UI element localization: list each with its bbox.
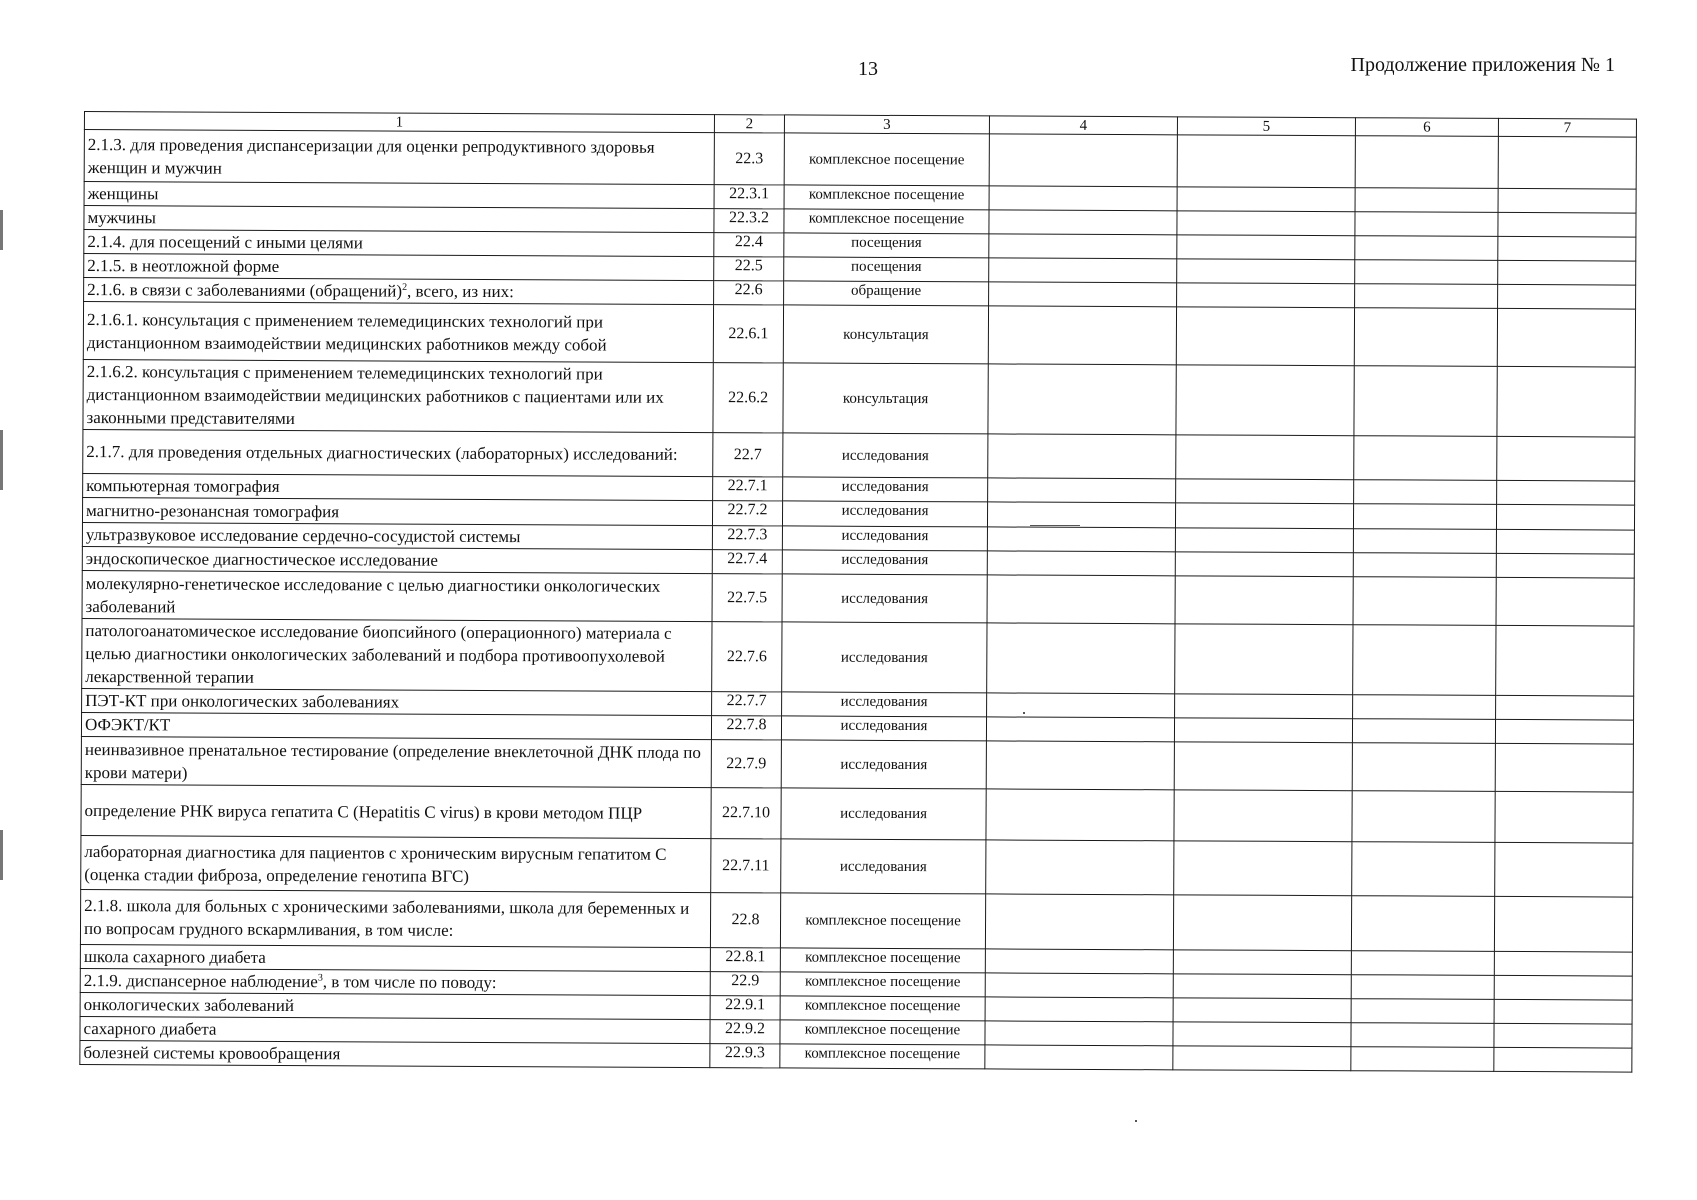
row-name-text: магнитно-резонансная томография: [86, 500, 340, 521]
row-unit-cell: комплексное посещение: [780, 972, 985, 997]
row-name-text: 2.1.7. для проведения отдельных диагностических (лабораторных) исследований:: [86, 442, 678, 464]
row-value-cell-col-5: [1177, 135, 1355, 188]
row-name-cell: [84, 230, 714, 257]
row-value-cell-col-6: [1352, 791, 1495, 843]
row-value-cell-col-7: [1498, 188, 1636, 213]
row-value-cell-col-4: [989, 134, 1177, 187]
row-name-text: ультразвуковое исследование сердечно-сосудистой системы: [85, 525, 521, 547]
row-value-cell-col-4: [985, 997, 1173, 1022]
row-value-cell-col-4: [988, 478, 1176, 503]
row-value-cell-col-4: [987, 527, 1175, 552]
row-value-cell-col-6: [1351, 896, 1494, 952]
row-value-cell-col-6: [1354, 366, 1497, 437]
row-code-cell: 22.4: [714, 233, 784, 257]
row-name-cell: [83, 429, 713, 476]
page-number: 13: [858, 58, 878, 80]
row-unit-cell: исследования: [782, 550, 987, 575]
row-value-cell-col-7: [1495, 791, 1633, 843]
row-unit-cell: комплексное посещение: [784, 209, 989, 234]
row-name-text: определение РНК вируса гепатита С (Hepatitis C virus) в крови методом ПЦР: [84, 800, 643, 823]
column-header-5: 5: [1177, 117, 1355, 136]
row-value-cell-col-4: [986, 789, 1174, 841]
row-value-cell-col-6: [1355, 236, 1498, 261]
row-value-cell-col-6: [1351, 1023, 1494, 1048]
row-value-cell-col-7: [1498, 212, 1636, 237]
row-value-cell-col-5: [1173, 1046, 1351, 1071]
row-name-cell: [83, 359, 713, 432]
row-code-cell: 22.3.1: [714, 185, 784, 209]
row-name-cell: [80, 1040, 710, 1067]
row-name-text-continued: , всего, из них:: [407, 281, 514, 302]
row-code-cell: 22.7.5: [712, 574, 782, 622]
row-unit-cell: исследования: [781, 740, 986, 789]
row-unit-cell: исследования: [781, 788, 986, 840]
row-name-text: 2.1.4. для посещений с иными целями: [87, 232, 363, 253]
row-name-text: сахарного диабета: [83, 1019, 217, 1039]
row-name-text: болезней системы кровообращения: [83, 1043, 341, 1064]
row-value-cell-col-4: [989, 234, 1177, 259]
row-name-cell: [81, 835, 711, 892]
row-value-cell-col-6: [1353, 529, 1496, 554]
row-value-cell-col-5: [1177, 187, 1355, 212]
row-unit-cell: комплексное посещение: [780, 948, 985, 973]
row-value-cell-col-4: [986, 840, 1174, 895]
row-value-cell-col-5: [1176, 307, 1354, 366]
row-value-cell-col-7: [1498, 284, 1636, 309]
row-value-cell-col-5: [1175, 528, 1353, 553]
row-unit-cell: исследования: [782, 692, 987, 717]
row-unit-cell: исследования: [782, 501, 987, 527]
data-table: [79, 111, 1637, 1073]
row-unit-cell: исследования: [782, 574, 987, 623]
row-name-text: 2.1.3. для проведения диспансеризации для оценки репродуктивного здоровья женщин и мужчин: [87, 134, 655, 178]
row-name-text: мужчины: [87, 208, 157, 228]
row-value-cell-col-6: [1351, 999, 1494, 1024]
row-unit-cell: обращение: [784, 281, 989, 306]
row-value-cell-col-7: [1495, 719, 1633, 744]
row-value-cell-col-7: [1496, 695, 1634, 720]
row-value-cell-col-7: [1498, 260, 1636, 285]
row-name-text: 2.1.6.1. консультация с применением телемедицинских технологий при дистанционном взаимодействии медицинских работников между собой: [86, 309, 607, 355]
row-value-cell-col-6: [1351, 951, 1494, 976]
column-header-4: 4: [989, 116, 1177, 135]
row-value-cell-col-5: [1177, 211, 1355, 236]
row-value-cell-col-4: [985, 1021, 1173, 1046]
appendix-continuation-label: Продолжение приложения № 1: [1350, 54, 1615, 76]
row-name-cell: [82, 570, 712, 621]
row-value-cell-col-4: [987, 551, 1175, 576]
row-value-cell-col-7: [1498, 136, 1636, 189]
row-name-text: 2.1.8. школа для больных с хроническими заболеваниями, школа для беременных и по вопросам грудного вскармливания, в том числе:: [83, 896, 690, 940]
row-name-text: ОФЭКТ/КТ: [84, 715, 171, 735]
row-code-cell: 22.6: [714, 281, 784, 305]
row-value-cell-col-4: [986, 717, 1174, 742]
row-value-cell-col-7: [1495, 743, 1633, 792]
row-value-cell-col-5: [1175, 552, 1353, 577]
row-unit-cell: исследования: [782, 622, 987, 693]
table-row: [81, 736, 1633, 792]
row-value-cell-col-6: [1355, 260, 1498, 285]
table-row: [80, 889, 1632, 952]
row-name-text: 2.1.5. в неотложной форме: [87, 256, 280, 276]
row-value-cell-col-7: [1497, 436, 1635, 481]
row-unit-cell: комплексное посещение: [780, 996, 985, 1021]
row-value-cell-col-5: [1174, 841, 1352, 896]
row-value-cell-col-4: [987, 502, 1175, 528]
row-value-cell-col-4: [988, 434, 1176, 479]
row-value-cell-col-4: [988, 306, 1176, 365]
row-name-cell: [84, 206, 714, 233]
row-value-cell-col-5: [1173, 950, 1351, 975]
row-name-text: 2.1.6.2. консультация с применением телемедицинских технологий при дистанционном взаимодействии медицинских работников с пациентами или их законными представителями: [86, 362, 664, 429]
row-value-cell-col-6: [1355, 284, 1498, 309]
row-value-cell-col-4: [985, 1045, 1173, 1070]
row-value-cell-col-7: [1497, 366, 1635, 437]
column-header-1: 1: [84, 112, 714, 133]
row-unit-cell: исследования: [781, 839, 986, 894]
row-name-cell: [82, 688, 712, 715]
row-code-cell: 22.7.1: [713, 477, 783, 501]
scan-edge-mark: [0, 430, 3, 490]
row-value-cell-col-7: [1494, 951, 1632, 976]
row-value-cell-col-6: [1351, 1047, 1494, 1072]
row-unit-cell: комплексное посещение: [784, 133, 989, 186]
row-value-cell-col-5: [1177, 259, 1355, 284]
row-name-text: женщины: [87, 184, 159, 204]
row-name-cell: [82, 497, 712, 525]
row-value-cell-col-4: [986, 741, 1174, 790]
row-value-cell-col-7: [1496, 529, 1634, 554]
row-value-cell-col-4: [985, 973, 1173, 998]
row-value-cell-col-6: [1355, 136, 1498, 189]
row-value-cell-col-5: [1173, 998, 1351, 1023]
table-row: [82, 618, 1634, 696]
scan-speck: [1030, 525, 1080, 526]
row-code-cell: 22.9: [710, 972, 780, 996]
row-code-cell: 22.7.6: [712, 622, 782, 692]
row-value-cell-col-7: [1494, 975, 1632, 1000]
row-value-cell-col-5: [1174, 718, 1352, 743]
row-name-cell: [81, 784, 711, 838]
row-unit-cell: комплексное посещение: [780, 893, 985, 949]
row-value-cell-col-5: [1176, 365, 1354, 436]
table-row: [83, 302, 1635, 368]
table-row: [81, 784, 1633, 843]
row-name-text: школа сахарного диабета: [83, 947, 266, 967]
row-code-cell: 22.8.1: [710, 948, 780, 972]
row-name-text: молекулярно-генетическое исследование с целью диагностики онкологических заболеваний: [85, 573, 661, 616]
row-value-cell-col-6: [1352, 743, 1495, 792]
row-name-cell: [80, 968, 710, 995]
row-code-cell: 22.7.8: [711, 716, 781, 740]
row-name-cell: [82, 618, 712, 691]
row-name-text: ПЭТ-КТ при онкологических заболеваниях: [85, 691, 400, 712]
row-value-cell-col-6: [1354, 480, 1497, 505]
scan-edge-mark: [0, 210, 3, 250]
row-value-cell-col-5: [1173, 895, 1351, 951]
row-code-cell: 22.7.10: [711, 788, 781, 839]
row-name-cell: [83, 473, 713, 500]
row-unit-cell: консультация: [783, 305, 988, 364]
row-value-cell-col-6: [1353, 577, 1496, 626]
row-name-cell: [80, 1016, 710, 1043]
row-value-cell-col-5: [1174, 742, 1352, 791]
row-value-cell-col-4: [989, 282, 1177, 307]
row-value-cell-col-5: [1175, 694, 1353, 719]
row-value-cell-col-7: [1494, 896, 1632, 952]
row-value-cell-col-6: [1354, 436, 1497, 481]
row-value-cell-col-6: [1355, 212, 1498, 237]
row-name-text: неинвазивное пренатальное тестирование (определение внеклеточной ДНК плода по крови матери): [84, 739, 701, 783]
row-value-cell-col-5: [1177, 283, 1355, 308]
row-unit-cell: исследования: [782, 526, 987, 551]
column-header-7: 7: [1498, 118, 1636, 137]
row-code-cell: 22.8: [710, 893, 780, 948]
row-value-cell-col-7: [1494, 1047, 1632, 1072]
row-name-cell: [80, 944, 710, 971]
row-code-cell: 22.7: [713, 433, 783, 477]
row-code-cell: 22.7.3: [712, 526, 782, 550]
row-value-cell-col-5: [1176, 435, 1354, 480]
column-header-3: 3: [784, 115, 989, 134]
row-value-cell-col-6: [1353, 695, 1496, 720]
row-value-cell-col-4: [989, 186, 1177, 211]
scan-speck: [1023, 712, 1025, 714]
row-code-cell: 22.3.2: [714, 209, 784, 233]
row-value-cell-col-5: [1173, 974, 1351, 999]
row-code-cell: 22.6.2: [713, 363, 783, 433]
scan-speck: [1135, 1120, 1137, 1122]
row-value-cell-col-7: [1494, 999, 1632, 1024]
row-value-cell-col-7: [1496, 504, 1634, 530]
row-code-cell: 22.9.2: [710, 1020, 780, 1044]
footnote-marker: 2: [402, 281, 408, 293]
table-body: [80, 130, 1637, 1073]
row-value-cell-col-6: [1352, 842, 1495, 897]
row-code-cell: 22.3: [714, 133, 784, 185]
row-value-cell-col-5: [1174, 790, 1352, 842]
row-unit-cell: исследования: [783, 477, 988, 502]
row-code-cell: 22.9.1: [710, 996, 780, 1020]
table-row: [83, 429, 1635, 481]
row-value-cell-col-7: [1496, 577, 1634, 626]
row-name-cell: [84, 182, 714, 209]
row-value-cell-col-5: [1175, 503, 1353, 529]
row-value-cell-col-4: [987, 623, 1175, 694]
row-name-text: 2.1.6. в связи с заболеваниями (обращений): [87, 280, 403, 301]
row-value-cell-col-5: [1173, 1022, 1351, 1047]
row-unit-cell: исследования: [781, 716, 986, 741]
row-name-cell: [82, 546, 712, 573]
row-name-text: лабораторная диагностика для пациентов с хроническим вирусным гепатитом С (оценка стадии фиброза, определение генотипа ВГС): [84, 841, 667, 886]
row-name-text-continued: , в том числе по поводу:: [322, 972, 497, 993]
row-name-text: патологоанатомическое исследование биопсийного (операционного) материала с целью диагностики онкологических заболеваний и подбора противоопухолевой лекарственной терапии: [85, 621, 672, 687]
row-value-cell-col-4: [989, 258, 1177, 283]
column-header-2: 2: [714, 115, 784, 133]
row-code-cell: 22.7.4: [712, 550, 782, 574]
row-value-cell-col-7: [1497, 480, 1635, 505]
row-name-text: онкологических заболеваний: [83, 995, 295, 1016]
row-unit-cell: комплексное посещение: [784, 185, 989, 210]
row-name-cell: [81, 736, 711, 787]
row-value-cell-col-5: [1175, 576, 1353, 625]
row-name-text: компьютерная томография: [86, 476, 280, 496]
row-code-cell: 22.9.3: [710, 1044, 780, 1068]
row-code-cell: 22.6.1: [713, 305, 783, 363]
table-row: [82, 570, 1634, 626]
table-row: [81, 835, 1633, 897]
row-unit-cell: исследования: [783, 433, 988, 478]
row-value-cell-col-6: [1353, 625, 1496, 696]
row-value-cell-col-4: [985, 949, 1173, 974]
row-code-cell: 22.7.7: [712, 692, 782, 716]
row-unit-cell: комплексное посещение: [780, 1044, 985, 1069]
row-value-cell-col-5: [1175, 624, 1353, 695]
row-value-cell-col-6: [1353, 553, 1496, 578]
row-unit-cell: посещения: [784, 233, 989, 258]
row-name-cell: [83, 302, 713, 363]
row-code-cell: 22.5: [714, 257, 784, 281]
row-name-cell: [81, 712, 711, 739]
row-value-cell-col-4: [989, 210, 1177, 235]
row-code-cell: 22.7.11: [711, 839, 781, 893]
row-value-cell-col-6: [1352, 719, 1495, 744]
row-unit-cell: посещения: [784, 257, 989, 282]
row-value-cell-col-5: [1177, 235, 1355, 260]
row-value-cell-col-6: [1353, 504, 1496, 530]
row-value-cell-col-7: [1494, 1023, 1632, 1048]
row-name-cell: [82, 522, 712, 549]
table-row: [84, 130, 1636, 190]
column-header-6: 6: [1355, 118, 1498, 137]
row-unit-cell: консультация: [783, 363, 988, 434]
row-value-cell-col-7: [1495, 842, 1633, 897]
row-value-cell-col-7: [1496, 625, 1634, 696]
row-name-text: эндоскопическое диагностическое исследование: [85, 549, 438, 570]
footnote-marker: 3: [317, 972, 323, 984]
row-value-cell-col-4: [987, 575, 1175, 624]
row-name-cell: [84, 254, 714, 281]
row-value-cell-col-4: [985, 894, 1173, 950]
row-value-cell-col-7: [1498, 236, 1636, 261]
scan-edge-mark: [0, 830, 3, 880]
row-code-cell: 22.7.9: [711, 740, 781, 788]
row-name-cell: [84, 130, 714, 185]
table-row: [83, 359, 1635, 437]
data-table-container: [79, 111, 1636, 1073]
row-value-cell-col-5: [1176, 479, 1354, 504]
row-name-cell: [84, 278, 714, 305]
row-value-cell-col-6: [1355, 188, 1498, 213]
row-value-cell-col-6: [1354, 308, 1497, 367]
row-value-cell-col-4: [987, 693, 1175, 718]
row-name-cell: [80, 889, 710, 947]
row-code-cell: 22.7.2: [712, 501, 782, 526]
row-name-cell: [80, 992, 710, 1019]
row-value-cell-col-7: [1497, 308, 1635, 367]
row-unit-cell: комплексное посещение: [780, 1020, 985, 1045]
row-value-cell-col-7: [1496, 553, 1634, 578]
row-value-cell-col-4: [988, 364, 1176, 435]
row-name-text: 2.1.9. диспансерное наблюдение: [83, 971, 318, 992]
row-value-cell-col-6: [1351, 975, 1494, 1000]
